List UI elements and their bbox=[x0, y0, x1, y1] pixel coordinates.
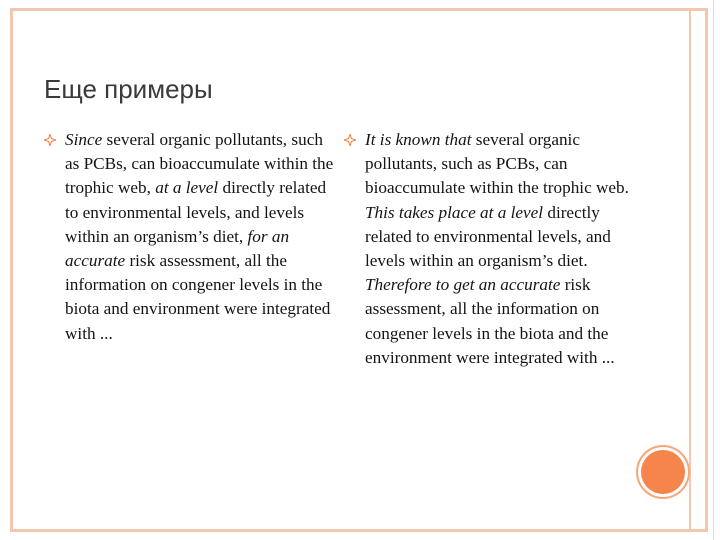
four-point-star-icon bbox=[344, 134, 356, 146]
slide-title: Еще примеры bbox=[44, 74, 213, 104]
text-segment: directly related to environmental levels, and levels within an organism’s diet, bbox=[65, 178, 327, 246]
text-segment: several organic pollutants, such as PCBs, can bioaccumulate within the trophic web. bbox=[365, 130, 629, 198]
text-segment: for an accurate bbox=[65, 226, 290, 271]
bullet-item-right bbox=[344, 128, 634, 370]
text-segment: This takes place at a level bbox=[365, 202, 544, 222]
text-segment: It is known that bbox=[365, 130, 472, 149]
text-segment: Therefore to get an accurate bbox=[365, 275, 561, 295]
decorative-circle bbox=[641, 450, 685, 494]
four-point-star-icon bbox=[44, 134, 56, 146]
text-segment: risk assessment, all the information on congener levels in the biota and the environment were integrated with ... bbox=[365, 275, 615, 367]
text-segment: at a level bbox=[155, 178, 219, 198]
bullet-item-left bbox=[44, 128, 334, 346]
text-segment: several organic pollutants, such as PCBs, can bioaccumulate within the trophic web, bbox=[65, 130, 334, 198]
bullet-text-right bbox=[365, 128, 634, 370]
bullet-text-left bbox=[65, 128, 334, 346]
text-segment: Since bbox=[65, 130, 103, 149]
text-segment: risk assessment, all the information on congener levels in the biota and environment were integrated with ... bbox=[65, 251, 331, 343]
text-segment: directly related to environmental levels, and levels within an organism’s diet. bbox=[365, 202, 611, 271]
